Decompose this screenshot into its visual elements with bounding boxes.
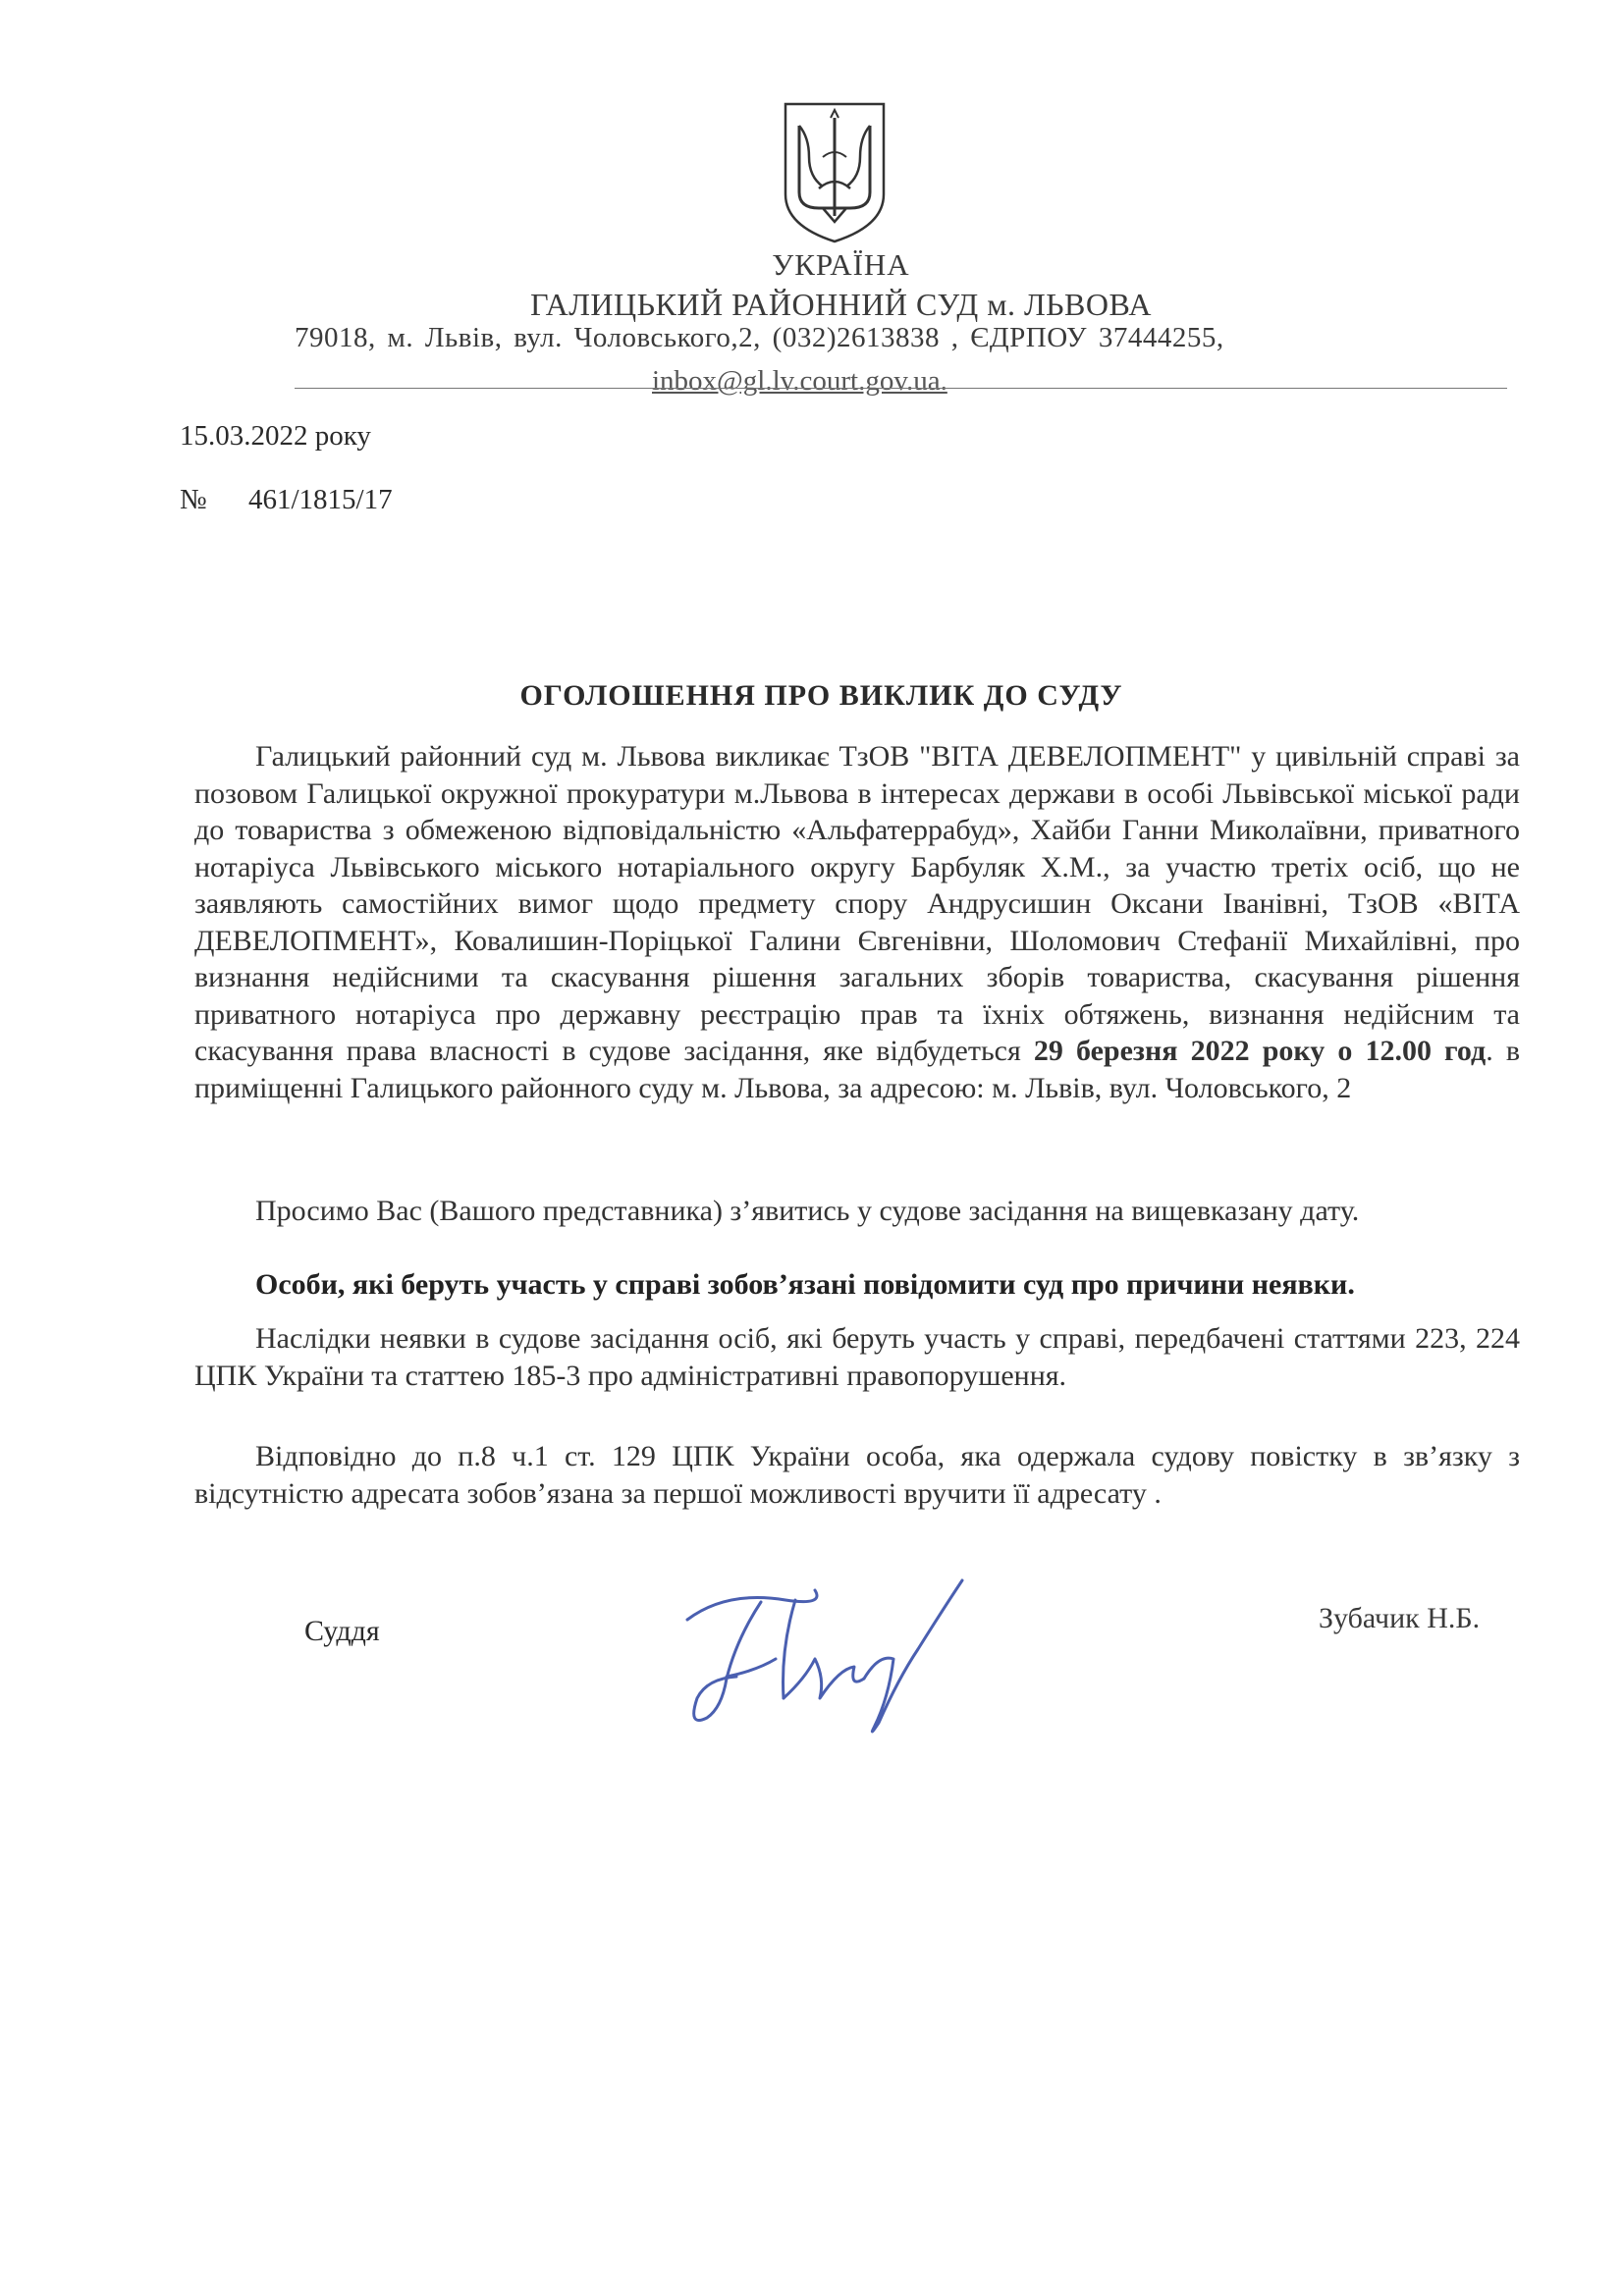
header-address: 79018, м. Львів, вул. Чоловського,2, (032)2613838 , ЄДРПОУ 37444255, bbox=[295, 322, 1224, 353]
paragraph-summons bbox=[194, 738, 1520, 1106]
paragraph-summons-location: . в приміщенні Галицького районного суду м. Львова, за адресою: м. Львів, вул. Чоловського, 2 bbox=[194, 1035, 1521, 1104]
hearing-datetime: 29 березня 2022 року о 12.00 год bbox=[1033, 1035, 1487, 1067]
paragraph-delivery: Відповідно до п.8 ч.1 ст. 129 ЦПК України особа, яка одержала судову повістку в зв’язку з відсутністю адресата зобов’язана за першої можливості вручити її адресату . bbox=[194, 1440, 1520, 1510]
paragraph-obligation: Особи, які беруть участь у справі зобов’язані повідомити суд про причини неявки. bbox=[255, 1268, 1355, 1301]
handwritten-signature bbox=[668, 1561, 992, 1747]
paragraph-summons-text: Галицький районний суд м. Львова викликає ТзОВ "ВІТА ДЕВЕЛОПМЕНТ" у цивільній справі за позовом Галицької окружної прокуратури м.Львова в інтересах держави в особі Львівської міської ради до товариства з обмеженою відповідальністю «Альфатеррабуд», Хайби Ганни Миколаївни, приватного нотаріуса Львівського міського нотаріального округу Барбуляк Х.М., за участю третіх осіб, що не заявляють самостійних вимог щодо предмету спору Андрусишин Оксани Іванівні, ТзОВ «ВІТА ДЕВЕЛОПМЕНТ», Ковалишин-Порiцької Галини Євгенівни, Шоломович Стефанії Михайлівні, про визнання недійсними та скасування рішення загальних зборів товариства, скасування рішення приватного нотаріуса про державну реєстрацію прав та їхніх обтяжень, визнання недійсним та скасування права власності в судове засідання, яке відбудеться bbox=[194, 740, 1520, 1067]
document-date: 15.03.2022 року bbox=[180, 420, 371, 452]
number-sign: № bbox=[180, 484, 207, 515]
header-divider bbox=[295, 388, 1507, 389]
paragraph-request: Просимо Вас (Вашого представника) з’явитись у судове засідання на вищевказану дату. bbox=[255, 1195, 1360, 1227]
header-court-name: ГАЛИЦЬКИЙ РАЙОННИЙ СУД м. ЛЬВОВА bbox=[530, 287, 1152, 322]
paragraph-consequences: Наслідки неявки в судове засідання осіб, які беруть участь у справі, передбачені статтями 223, 224 ЦПК України та статтею 185-3 про адміністративні правопорушення. bbox=[194, 1322, 1520, 1392]
case-number-value: 461/1815/17 bbox=[248, 484, 393, 515]
case-number bbox=[180, 484, 393, 516]
header-email-link[interactable]: inbox@gl.lv.court.gov.ua. bbox=[652, 365, 947, 397]
document-title: ОГОЛОШЕННЯ ПРО ВИКЛИК ДО СУДУ bbox=[519, 679, 1123, 712]
header-country: УКРАЇНА bbox=[772, 247, 910, 282]
judge-name: Зубачик Н.Б. bbox=[1319, 1602, 1481, 1634]
signature-label: Суддя bbox=[304, 1615, 380, 1647]
coat-of-arms-icon bbox=[780, 98, 890, 245]
